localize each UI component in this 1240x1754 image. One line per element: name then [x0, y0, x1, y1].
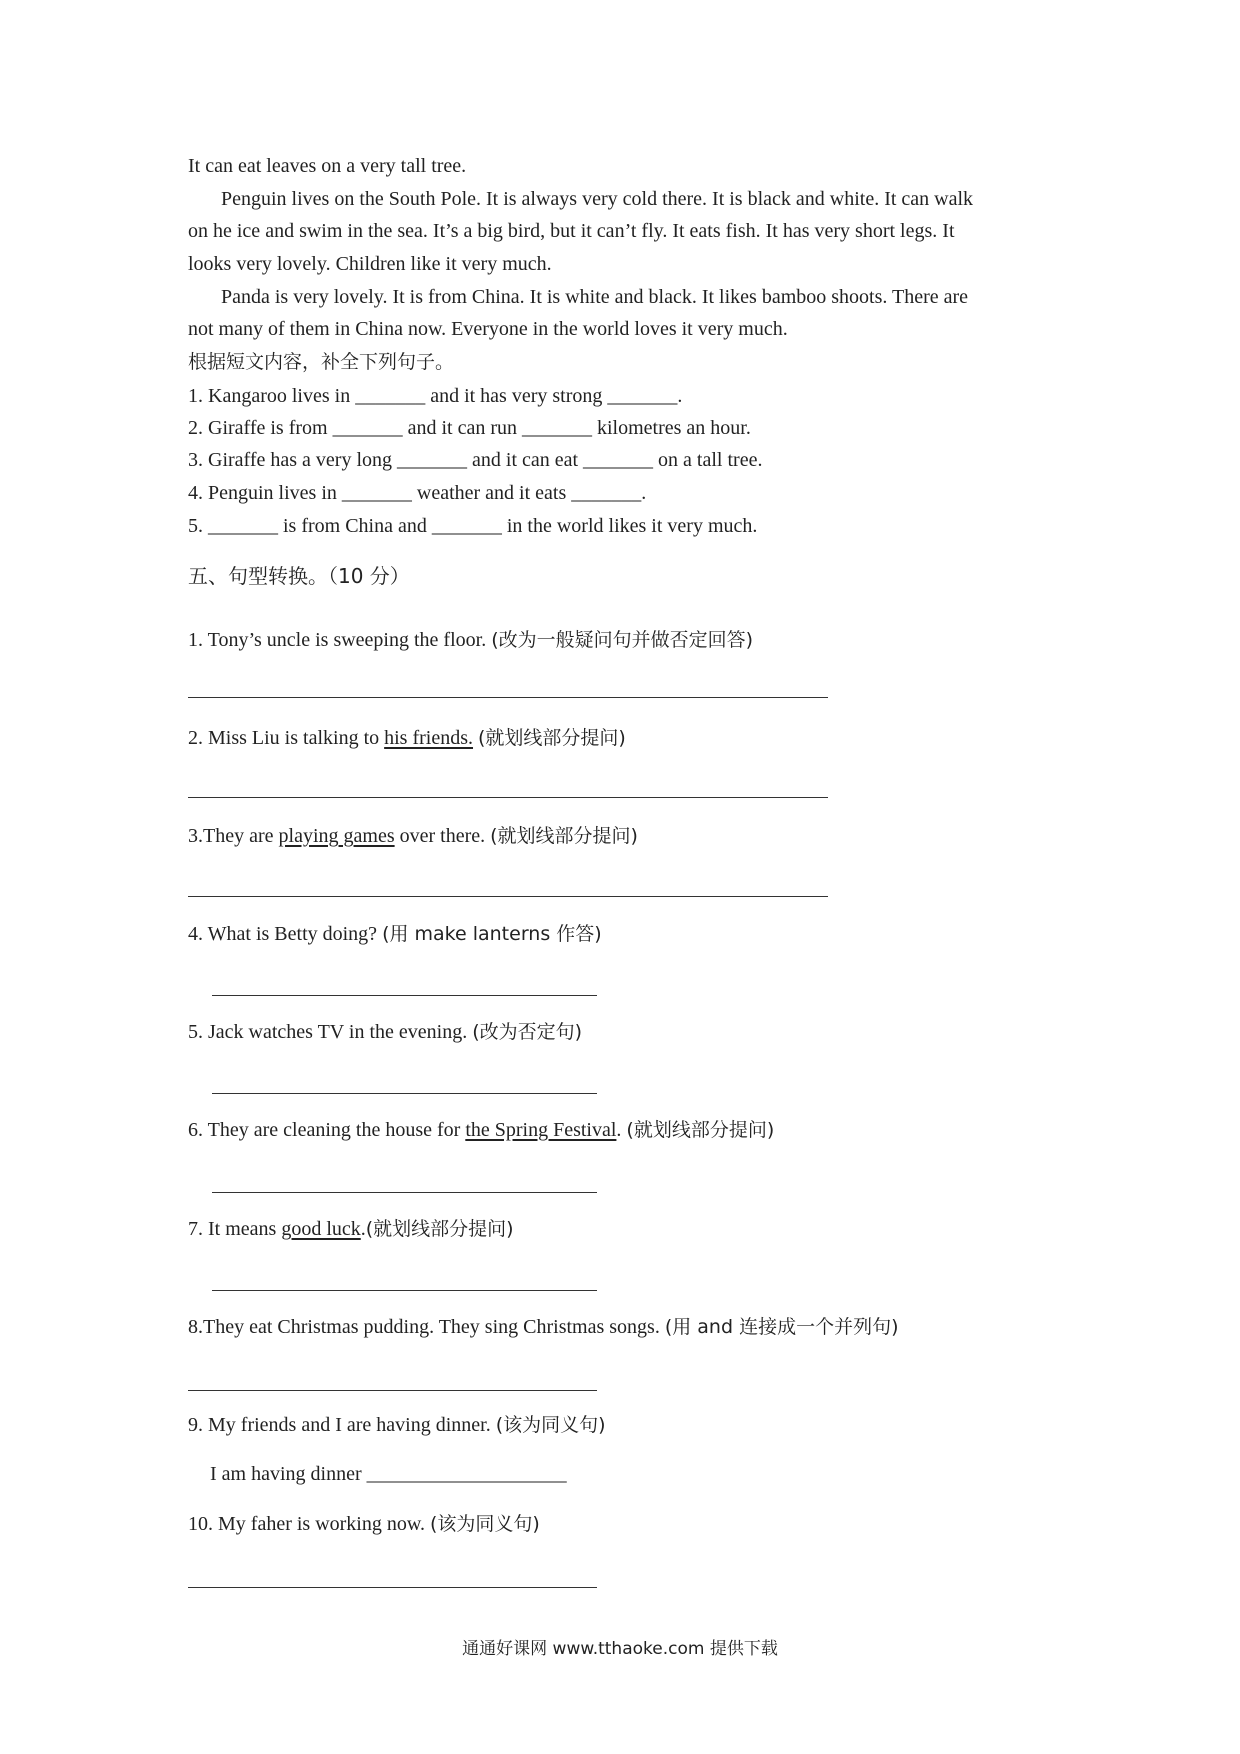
question-9-text: 9. My friends and I are having dinner. — [188, 1414, 496, 1436]
question-1 — [188, 626, 753, 654]
question-7-note: (就划线部分提问) — [365, 1218, 514, 1240]
question-5-text: 5. Jack watches TV in the evening. — [188, 1021, 473, 1043]
question-2-underlined: his friends. — [384, 727, 474, 749]
question-4-note: (用 make lanterns 作答) — [382, 923, 602, 945]
fill-in-item-2: 2. Giraffe is from _______ and it can run _______ kilometres an hour. — [188, 417, 751, 439]
passage-penguin-line1: Penguin lives on the South Pole. It is always very cold there. It is black and white. It can walk — [221, 188, 974, 210]
question-7 — [188, 1215, 514, 1243]
question-3 — [188, 822, 638, 850]
question-1-note: (改为一般疑问句并做否定回答) — [491, 629, 754, 651]
question-9-note: (该为同义句) — [495, 1414, 606, 1436]
question-10-note: (该为同义句) — [430, 1513, 540, 1535]
answer-line-3[interactable] — [188, 896, 828, 897]
question-7-text: 7. It means — [188, 1218, 282, 1240]
question-5 — [188, 1018, 582, 1046]
fill-in-item-5: 5. _______ is from China and _______ in the world likes it very much. — [188, 515, 758, 537]
question-5-note: (改为否定句) — [472, 1021, 583, 1043]
question-2 — [188, 724, 626, 752]
question-9 — [188, 1411, 606, 1439]
question-7-underlined: good luck — [281, 1218, 361, 1240]
question-3-note: (就划线部分提问) — [490, 825, 638, 847]
fill-in-instruction: 根据短文内容，补全下列句子。 — [188, 351, 455, 373]
question-3-underlined: playing games — [278, 825, 395, 847]
question-9-prompt[interactable]: I am having dinner ____________________ — [210, 1463, 567, 1485]
question-8-text: 8.They eat Christmas pudding. They sing Christmas songs. — [188, 1316, 665, 1338]
question-2-note: (就划线部分提问) — [478, 727, 626, 749]
question-4 — [188, 920, 602, 948]
question-6-underlined: the Spring Festival — [465, 1119, 617, 1141]
passage-line: It can eat leaves on a very tall tree. — [188, 155, 467, 177]
question-1-text: 1. Tony’s uncle is sweeping the floor. — [188, 629, 492, 651]
question-3-post: over there. — [394, 825, 491, 847]
question-4-text: 4. What is Betty doing? — [188, 923, 383, 945]
footer-credit: 通通好课网 www.tthaoke.com 提供下载 — [462, 1639, 778, 1659]
answer-line-10[interactable] — [188, 1587, 597, 1588]
fill-in-item-3: 3. Giraffe has a very long _______ and it can eat _______ on a tall tree. — [188, 449, 763, 471]
answer-line-6[interactable] — [212, 1192, 597, 1193]
answer-line-1[interactable] — [188, 697, 828, 698]
answer-line-5[interactable] — [212, 1093, 597, 1094]
question-6-text: 6. They are cleaning the house for — [188, 1119, 466, 1141]
question-3-text: 3.They are — [188, 825, 279, 847]
answer-line-4[interactable] — [212, 995, 597, 996]
question-6-post: . — [616, 1119, 627, 1141]
fill-in-item-4: 4. Penguin lives in _______ weather and it eats _______. — [188, 482, 647, 504]
question-7-post: . — [360, 1218, 366, 1240]
question-10-text: 10. My faher is working now. — [188, 1513, 431, 1535]
question-6-note: (就划线部分提问) — [626, 1119, 775, 1141]
question-6 — [188, 1116, 774, 1144]
answer-line-8[interactable] — [188, 1390, 597, 1391]
section-heading: 五、句型转换。（10 分） — [188, 564, 410, 588]
fill-in-item-1: 1. Kangaroo lives in _______ and it has very strong _______. — [188, 385, 683, 407]
passage-panda-line2: not many of them in China now. Everyone in the world loves it very much. — [188, 318, 788, 340]
passage-panda-line1: Panda is very lovely. It is from China. It is white and black. It likes bamboo shoots. There are — [221, 286, 969, 308]
question-10 — [188, 1510, 540, 1538]
question-8 — [188, 1313, 898, 1341]
answer-line-2[interactable] — [188, 797, 828, 798]
question-8-note: (用 and 连接成一个并列句) — [664, 1316, 899, 1338]
passage-penguin-line2: on he ice and swim in the sea. It’s a big bird, but it can’t fly. It eats fish. It has very short legs. It — [188, 220, 955, 242]
passage-penguin-line3: looks very lovely. Children like it very much. — [188, 253, 552, 275]
answer-line-7[interactable] — [212, 1290, 597, 1291]
question-2-text: 2. Miss Liu is talking to — [188, 727, 385, 749]
